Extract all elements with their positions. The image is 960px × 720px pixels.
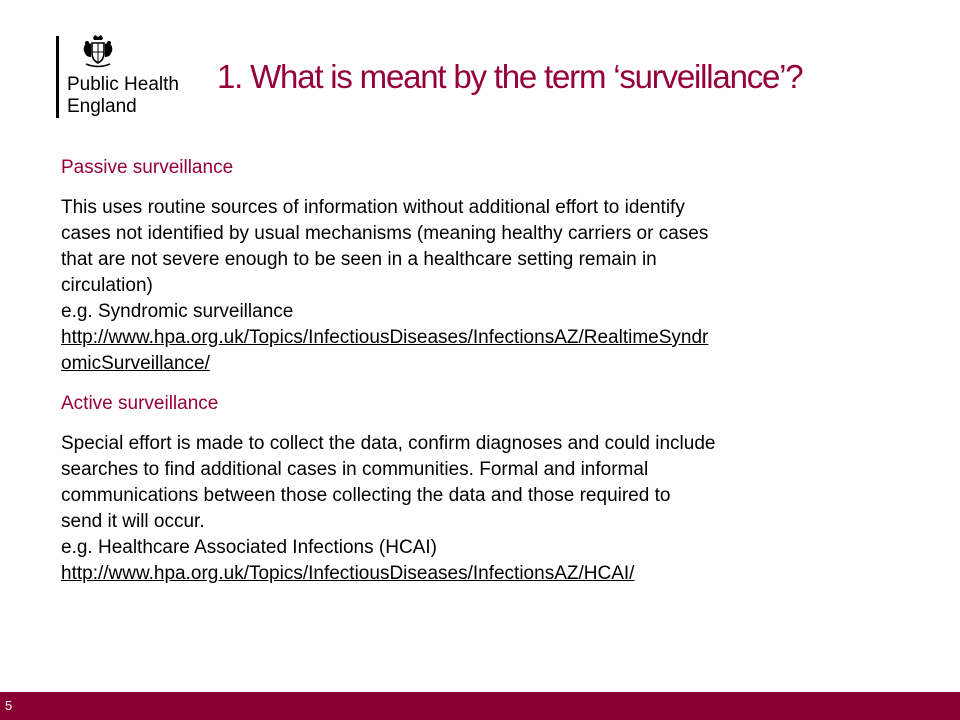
footer-bar xyxy=(0,692,960,720)
section-body xyxy=(61,431,901,587)
body-line: communications between those collecting the data and those required to xyxy=(61,485,671,506)
section-passive-surveillance xyxy=(61,155,901,377)
royal-crest-icon xyxy=(80,33,116,69)
phe-logo xyxy=(56,33,196,123)
section-active-surveillance xyxy=(61,391,901,587)
logo-text-line2: England xyxy=(67,96,137,117)
body-line: This uses routine sources of information without additional effort to identify xyxy=(61,197,685,218)
logo-text-line1: Public Health xyxy=(67,74,179,95)
body-line: circulation) xyxy=(61,275,153,296)
section-heading: Active surveillance xyxy=(61,393,219,414)
body-line: send it will occur. xyxy=(61,511,205,532)
body-line: searches to find additional cases in communities. Formal and informal xyxy=(61,459,649,480)
logo-divider xyxy=(56,36,59,118)
hcai-link[interactable] xyxy=(61,563,634,584)
link-line[interactable]: http://www.hpa.org.uk/Topics/InfectiousDiseases/InfectionsAZ/HCAI/ xyxy=(61,563,635,584)
body-line: e.g. Healthcare Associated Infections (HCAI) xyxy=(61,537,437,558)
body-line: that are not severe enough to be seen in a healthcare setting remain in xyxy=(61,249,657,270)
body-line: Special effort is made to collect the data, confirm diagnoses and could include xyxy=(61,433,716,454)
link-line[interactable]: http://www.hpa.org.uk/Topics/InfectiousDiseases/InfectionsAZ/RealtimeSyndr xyxy=(61,327,709,348)
section-body xyxy=(61,195,901,377)
slide-title: 1. What is meant by the term ‘surveillance’? xyxy=(217,58,803,95)
body-line: e.g. Syndromic surveillance xyxy=(61,301,294,322)
syndromic-surveillance-link[interactable] xyxy=(61,327,708,374)
body-line: cases not identified by usual mechanisms (meaning healthy carriers or cases xyxy=(61,223,709,244)
logo-text xyxy=(67,74,179,118)
link-line[interactable]: omicSurveillance/ xyxy=(61,353,210,374)
page-number: 5 xyxy=(5,698,13,713)
section-heading: Passive surveillance xyxy=(61,157,234,178)
slide-content xyxy=(61,155,901,587)
